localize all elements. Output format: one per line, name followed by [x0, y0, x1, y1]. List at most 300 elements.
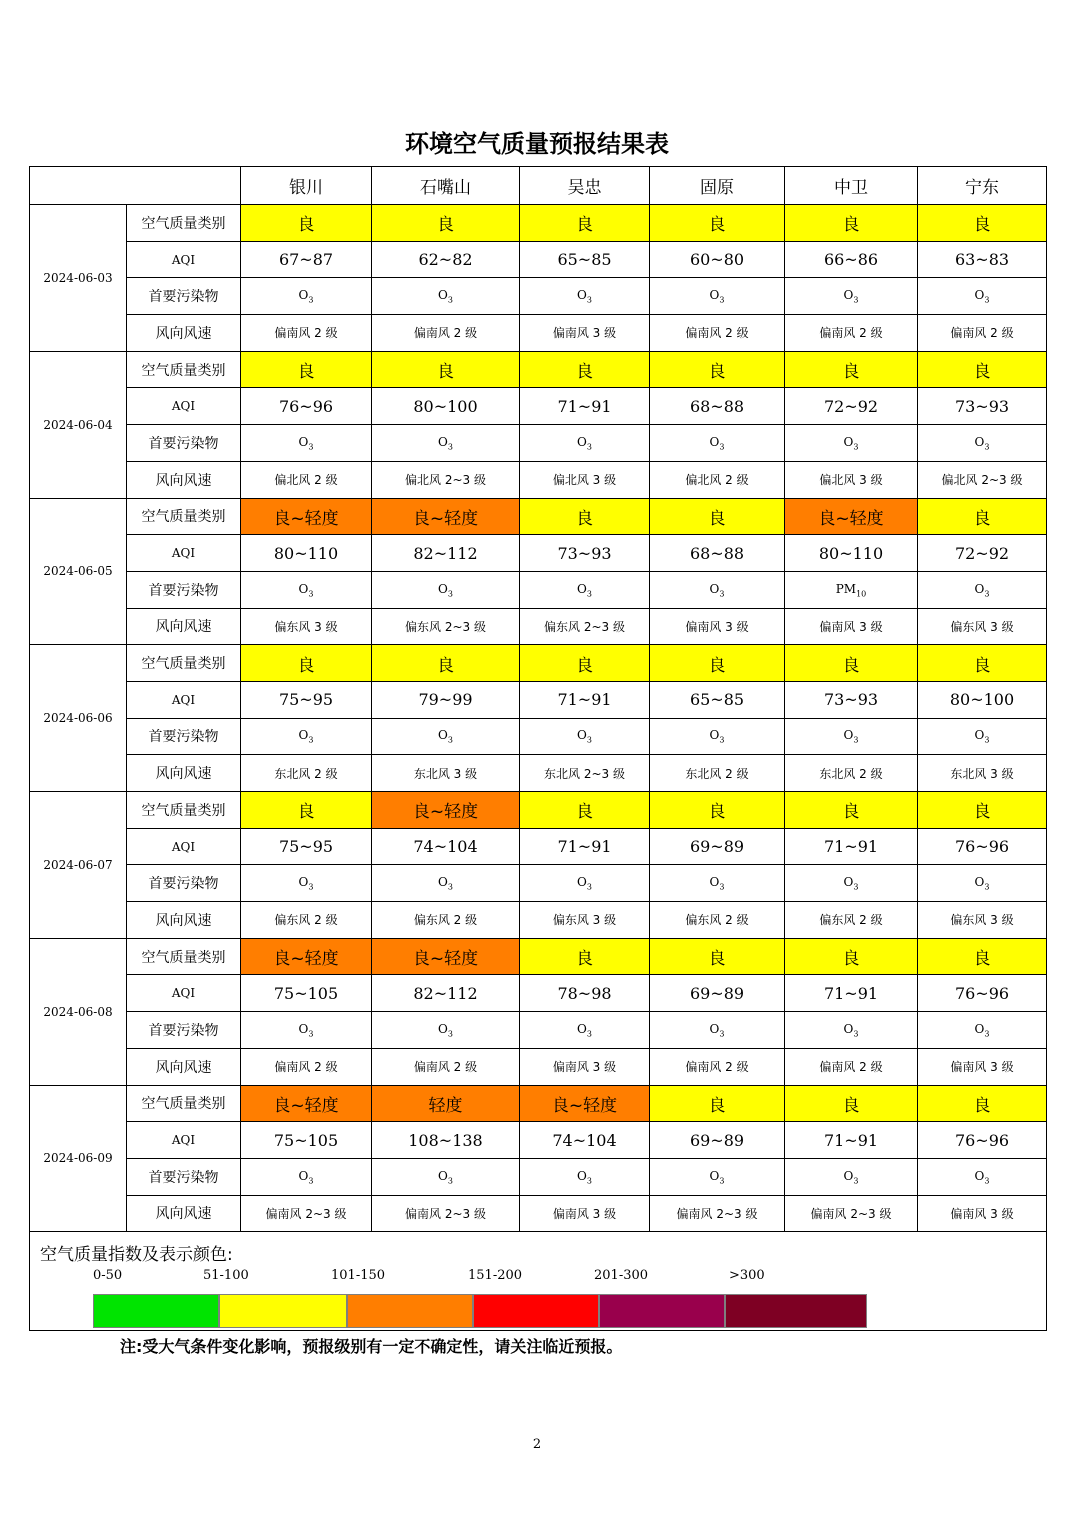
row-label: 空气质量类别	[127, 645, 241, 682]
aqi-cell: 75~95	[241, 681, 372, 718]
row-label: 空气质量类别	[127, 351, 241, 388]
wind-row	[30, 902, 1047, 939]
wind-cell: 偏南风 2 级	[372, 315, 520, 352]
aqi-cell: 62~82	[372, 241, 520, 278]
row-label: 空气质量类别	[127, 205, 241, 242]
category-cell: 良	[918, 498, 1047, 535]
aqi-cell: 67~87	[241, 241, 372, 278]
pollutant-subscript: 3	[853, 1175, 859, 1185]
pollutant-base: O	[438, 288, 448, 303]
pollutant-subscript: 3	[308, 1175, 314, 1185]
wind-cell: 偏南风 3 级	[785, 608, 918, 645]
aqi-cell: 74~104	[372, 828, 520, 865]
category-cell: 良	[785, 792, 918, 829]
category-cell: 良	[520, 645, 650, 682]
pollutant-cell	[372, 1012, 520, 1049]
aqi-cell: 69~89	[650, 975, 785, 1012]
pollutant-cell	[241, 865, 372, 902]
pollutant-subscript: 3	[586, 882, 592, 892]
row-label: 风向风速	[127, 461, 241, 498]
wind-cell: 偏东风 2~3 级	[372, 608, 520, 645]
legend-range: >300	[729, 1268, 765, 1284]
pollutant-cell	[785, 571, 918, 608]
category-row	[30, 498, 1047, 535]
pollutant-base: O	[974, 581, 985, 596]
wind-cell: 偏南风 2~3 级	[650, 1195, 785, 1232]
row-label: 首要污染物	[127, 718, 241, 755]
row-label: 风向风速	[127, 608, 241, 645]
aqi-cell: 66~86	[785, 241, 918, 278]
pollutant-row	[30, 1158, 1047, 1195]
wind-row	[30, 315, 1047, 352]
legend-range: 151-200	[468, 1268, 523, 1284]
pollutant-cell	[520, 571, 650, 608]
wind-cell: 偏东风 2 级	[650, 902, 785, 939]
category-cell: 良	[785, 1085, 918, 1122]
wind-cell: 偏南风 2 级	[650, 1048, 785, 1085]
pollutant-subscript: 3	[586, 1029, 592, 1039]
city-header: 固原	[650, 167, 785, 205]
category-cell: 良	[918, 938, 1047, 975]
legend-swatch	[599, 1294, 725, 1328]
city-header: 吴忠	[520, 167, 650, 205]
pollutant-subscript: 3	[719, 588, 725, 598]
pollutant-subscript: 3	[853, 882, 859, 892]
pollutant-cell	[241, 571, 372, 608]
aqi-row	[30, 681, 1047, 718]
pollutant-row	[30, 571, 1047, 608]
pollutant-base: O	[298, 875, 309, 890]
pollutant-base: O	[438, 1021, 448, 1036]
wind-cell: 偏南风 3 级	[520, 1195, 650, 1232]
pollutant-cell	[918, 1012, 1047, 1049]
row-label: 风向风速	[127, 315, 241, 352]
pollutant-subscript: 3	[853, 295, 859, 305]
aqi-cell: 65~85	[650, 681, 785, 718]
category-cell: 良	[520, 938, 650, 975]
row-label: 空气质量类别	[127, 1085, 241, 1122]
pollutant-subscript: 3	[308, 1029, 314, 1039]
pollutant-cell	[918, 278, 1047, 315]
category-cell: 良	[650, 498, 785, 535]
pollutant-cell	[241, 1012, 372, 1049]
row-label: 首要污染物	[127, 278, 241, 315]
pollutant-row	[30, 278, 1047, 315]
wind-cell: 偏东风 2 级	[241, 902, 372, 939]
pollutant-base: O	[843, 728, 854, 743]
category-row	[30, 792, 1047, 829]
wind-cell: 偏东风 2~3 级	[520, 608, 650, 645]
aqi-cell: 82~112	[372, 975, 520, 1012]
pollutant-cell	[785, 718, 918, 755]
pollutant-cell	[520, 1012, 650, 1049]
page-number: 2	[532, 1437, 542, 1452]
category-cell: 良	[241, 351, 372, 388]
wind-cell: 东北风 2 级	[650, 755, 785, 792]
category-cell: 良	[918, 645, 1047, 682]
aqi-row	[30, 535, 1047, 572]
pollutant-subscript: 3	[586, 735, 592, 745]
pollutant-subscript: 3	[447, 588, 453, 598]
row-label: 空气质量类别	[127, 938, 241, 975]
row-label: 首要污染物	[127, 1158, 241, 1195]
wind-row	[30, 1195, 1047, 1232]
pollutant-subscript: 3	[719, 1029, 725, 1039]
pollutant-subscript: 3	[984, 1175, 990, 1185]
wind-cell: 偏南风 2~3 级	[785, 1195, 918, 1232]
aqi-row	[30, 828, 1047, 865]
aqi-cell: 63~83	[918, 241, 1047, 278]
pollutant-base: PM	[835, 581, 857, 596]
pollutant-base: O	[577, 875, 587, 890]
legend-swatch	[219, 1294, 347, 1328]
pollutant-subscript: 3	[308, 295, 314, 305]
wind-cell: 偏东风 3 级	[241, 608, 372, 645]
wind-cell: 偏南风 2 级	[241, 1048, 372, 1085]
wind-row	[30, 461, 1047, 498]
wind-cell: 东北风 3 级	[918, 755, 1047, 792]
category-cell: 良	[650, 645, 785, 682]
aqi-cell: 73~93	[520, 535, 650, 572]
pollutant-base: O	[298, 728, 309, 743]
aqi-cell: 80~110	[785, 535, 918, 572]
pollutant-base: O	[298, 581, 309, 596]
pollutant-cell	[918, 425, 1047, 462]
pollutant-base: O	[438, 875, 448, 890]
aqi-cell: 71~91	[785, 828, 918, 865]
pollutant-subscript: 3	[719, 882, 725, 892]
category-cell: 良~轻度	[785, 498, 918, 535]
row-label: AQI	[127, 388, 241, 425]
aqi-cell: 71~91	[520, 388, 650, 425]
aqi-cell: 60~80	[650, 241, 785, 278]
pollutant-base: O	[577, 288, 587, 303]
pollutant-subscript: 3	[586, 1175, 592, 1185]
aqi-row	[30, 388, 1047, 425]
category-cell: 良	[650, 938, 785, 975]
pollutant-cell	[650, 278, 785, 315]
aqi-row	[30, 975, 1047, 1012]
city-header: 中卫	[785, 167, 918, 205]
aqi-cell: 72~92	[785, 388, 918, 425]
wind-cell: 偏北风 2 级	[650, 461, 785, 498]
pollutant-base: O	[974, 728, 985, 743]
category-cell: 良	[241, 792, 372, 829]
pollutant-cell	[520, 278, 650, 315]
wind-cell: 东北风 3 级	[372, 755, 520, 792]
wind-cell: 偏北风 3 级	[520, 461, 650, 498]
page-title: 环境空气质量预报结果表	[405, 129, 669, 158]
wind-cell: 偏南风 2 级	[650, 315, 785, 352]
pollutant-cell	[650, 425, 785, 462]
wind-cell: 偏南风 3 级	[520, 1048, 650, 1085]
category-cell: 良	[650, 205, 785, 242]
pollutant-subscript: 3	[719, 1175, 725, 1185]
pollutant-base: O	[709, 1021, 720, 1036]
aqi-cell: 68~88	[650, 535, 785, 572]
date-cell: 2024-06-06	[30, 645, 127, 792]
category-cell: 轻度	[372, 1085, 520, 1122]
pollutant-base: O	[709, 434, 720, 449]
pollutant-subscript: 3	[719, 442, 725, 452]
pollutant-subscript: 3	[308, 735, 314, 745]
wind-cell: 偏南风 3 级	[650, 608, 785, 645]
aqi-cell: 72~92	[918, 535, 1047, 572]
row-label: AQI	[127, 241, 241, 278]
pollutant-base: O	[577, 581, 587, 596]
wind-cell: 偏南风 2~3 级	[241, 1195, 372, 1232]
aqi-cell: 69~89	[650, 1122, 785, 1159]
pollutant-base: O	[709, 1168, 720, 1183]
category-cell: 良	[520, 792, 650, 829]
aqi-cell: 75~95	[241, 828, 372, 865]
wind-cell: 偏东风 3 级	[918, 902, 1047, 939]
category-cell: 良~轻度	[241, 1085, 372, 1122]
pollutant-row	[30, 425, 1047, 462]
date-cell: 2024-06-05	[30, 498, 127, 645]
wind-cell: 偏南风 3 级	[520, 315, 650, 352]
category-cell: 良	[520, 351, 650, 388]
category-cell: 良	[918, 1085, 1047, 1122]
category-cell: 良	[241, 205, 372, 242]
pollutant-base: O	[709, 728, 720, 743]
pollutant-cell	[785, 865, 918, 902]
pollutant-base: O	[298, 288, 309, 303]
row-label: 首要污染物	[127, 425, 241, 462]
pollutant-subscript: 3	[308, 588, 314, 598]
category-cell: 良	[520, 205, 650, 242]
pollutant-base: O	[709, 581, 720, 596]
row-label: 首要污染物	[127, 571, 241, 608]
category-cell: 良~轻度	[241, 498, 372, 535]
pollutant-cell	[372, 278, 520, 315]
wind-cell: 偏南风 2 级	[785, 315, 918, 352]
date-cell: 2024-06-08	[30, 938, 127, 1085]
date-cell: 2024-06-03	[30, 205, 127, 352]
pollutant-subscript: 3	[984, 295, 990, 305]
pollutant-base: O	[577, 1021, 587, 1036]
pollutant-subscript: 3	[586, 588, 592, 598]
pollutant-cell	[372, 1158, 520, 1195]
wind-cell: 偏南风 2 级	[372, 1048, 520, 1085]
row-label: 风向风速	[127, 1195, 241, 1232]
category-cell: 良	[785, 205, 918, 242]
category-cell: 良~轻度	[372, 792, 520, 829]
wind-cell: 偏北风 2~3 级	[918, 461, 1047, 498]
city-header: 银川	[241, 167, 372, 205]
wind-row	[30, 1048, 1047, 1085]
wind-cell: 偏东风 3 级	[918, 608, 1047, 645]
aqi-cell: 79~99	[372, 681, 520, 718]
pollutant-base: O	[298, 1021, 309, 1036]
aqi-cell: 73~93	[785, 681, 918, 718]
wind-cell: 偏北风 2~3 级	[372, 461, 520, 498]
pollutant-cell	[520, 1158, 650, 1195]
category-cell: 良	[785, 645, 918, 682]
category-cell: 良	[918, 351, 1047, 388]
pollutant-cell	[241, 1158, 372, 1195]
category-row	[30, 205, 1047, 242]
pollutant-subscript: 3	[447, 882, 453, 892]
legend-cell	[30, 1232, 1047, 1331]
date-cell: 2024-06-07	[30, 792, 127, 939]
pollutant-cell	[785, 1012, 918, 1049]
pollutant-base: O	[843, 288, 854, 303]
category-row	[30, 1085, 1047, 1122]
pollutant-subscript: 3	[984, 735, 990, 745]
legend-swatch	[725, 1294, 867, 1328]
category-cell: 良	[650, 1085, 785, 1122]
pollutant-subscript: 3	[447, 1029, 453, 1039]
pollutant-subscript: 3	[719, 295, 725, 305]
row-label: AQI	[127, 535, 241, 572]
pollutant-subscript: 3	[447, 295, 453, 305]
wind-cell: 偏东风 2 级	[372, 902, 520, 939]
pollutant-base: O	[577, 1168, 587, 1183]
row-label: 空气质量类别	[127, 792, 241, 829]
pollutant-cell	[520, 425, 650, 462]
city-header: 宁东	[918, 167, 1047, 205]
pollutant-cell	[520, 718, 650, 755]
aqi-cell: 108~138	[372, 1122, 520, 1159]
pollutant-cell	[241, 425, 372, 462]
pollutant-subscript: 3	[984, 442, 990, 452]
pollutant-base: O	[438, 1168, 448, 1183]
forecast-table	[29, 166, 1047, 1331]
aqi-cell: 76~96	[918, 975, 1047, 1012]
date-cell: 2024-06-04	[30, 351, 127, 498]
pollutant-cell	[650, 718, 785, 755]
wind-cell: 偏南风 2~3 级	[372, 1195, 520, 1232]
category-cell: 良~轻度	[372, 498, 520, 535]
pollutant-cell	[241, 278, 372, 315]
wind-cell: 偏北风 3 级	[785, 461, 918, 498]
pollutant-cell	[372, 718, 520, 755]
category-cell: 良	[650, 792, 785, 829]
legend-range: 101-150	[331, 1268, 386, 1284]
wind-cell: 偏南风 2 级	[785, 1048, 918, 1085]
pollutant-subscript: 3	[853, 735, 859, 745]
pollutant-cell	[918, 865, 1047, 902]
category-cell: 良	[650, 351, 785, 388]
aqi-cell: 71~91	[785, 1122, 918, 1159]
category-cell: 良	[372, 645, 520, 682]
pollutant-cell	[785, 278, 918, 315]
aqi-cell: 65~85	[520, 241, 650, 278]
wind-cell: 偏北风 2 级	[241, 461, 372, 498]
pollutant-row	[30, 1012, 1047, 1049]
aqi-cell: 80~100	[372, 388, 520, 425]
pollutant-subscript: 3	[586, 442, 592, 452]
aqi-row	[30, 1122, 1047, 1159]
pollutant-base: O	[298, 1168, 309, 1183]
pollutant-base: O	[974, 1021, 985, 1036]
aqi-cell: 76~96	[918, 1122, 1047, 1159]
pollutant-subscript: 3	[447, 735, 453, 745]
header-row	[30, 167, 1047, 205]
pollutant-base: O	[577, 728, 587, 743]
category-row	[30, 645, 1047, 682]
pollutant-subscript: 3	[984, 1029, 990, 1039]
pollutant-base: O	[974, 1168, 985, 1183]
aqi-cell: 74~104	[520, 1122, 650, 1159]
pollutant-base: O	[974, 288, 985, 303]
aqi-cell: 75~105	[241, 975, 372, 1012]
legend-range: 51-100	[203, 1268, 249, 1284]
pollutant-subscript: 3	[853, 1029, 859, 1039]
pollutant-subscript: 10	[856, 588, 867, 598]
row-label: AQI	[127, 1122, 241, 1159]
row-label: 风向风速	[127, 902, 241, 939]
legend-title: 空气质量指数及表示颜色:	[40, 1245, 233, 1266]
category-cell: 良	[918, 792, 1047, 829]
pollutant-base: O	[577, 434, 587, 449]
aqi-cell: 75~105	[241, 1122, 372, 1159]
row-label: 首要污染物	[127, 865, 241, 902]
pollutant-base: O	[709, 288, 720, 303]
row-label: AQI	[127, 828, 241, 865]
category-row	[30, 938, 1047, 975]
pollutant-cell	[650, 865, 785, 902]
aqi-cell: 76~96	[241, 388, 372, 425]
legend-swatch	[347, 1294, 473, 1328]
aqi-cell: 68~88	[650, 388, 785, 425]
pollutant-subscript: 3	[853, 442, 859, 452]
wind-cell: 偏南风 2 级	[918, 315, 1047, 352]
category-cell: 良	[372, 205, 520, 242]
pollutant-subscript: 3	[719, 735, 725, 745]
pollutant-cell	[918, 1158, 1047, 1195]
pollutant-subscript: 3	[984, 588, 990, 598]
category-cell: 良~轻度	[241, 938, 372, 975]
row-label: 首要污染物	[127, 1012, 241, 1049]
pollutant-subscript: 3	[447, 442, 453, 452]
aqi-cell: 80~100	[918, 681, 1047, 718]
pollutant-row	[30, 718, 1047, 755]
pollutant-cell	[785, 425, 918, 462]
pollutant-cell	[372, 571, 520, 608]
pollutant-row	[30, 865, 1047, 902]
pollutant-cell	[650, 1158, 785, 1195]
pollutant-cell	[918, 718, 1047, 755]
legend-range: 0-50	[93, 1268, 123, 1284]
wind-cell: 东北风 2 级	[785, 755, 918, 792]
legend-swatch	[473, 1294, 599, 1328]
aqi-row	[30, 241, 1047, 278]
pollutant-base: O	[843, 434, 854, 449]
pollutant-base: O	[709, 875, 720, 890]
legend-row	[30, 1232, 1047, 1331]
category-cell: 良	[785, 938, 918, 975]
pollutant-cell	[785, 1158, 918, 1195]
pollutant-cell	[650, 571, 785, 608]
city-header: 石嘴山	[372, 167, 520, 205]
category-cell: 良~轻度	[372, 938, 520, 975]
pollutant-subscript: 3	[308, 882, 314, 892]
pollutant-subscript: 3	[586, 295, 592, 305]
legend-range: 201-300	[594, 1268, 649, 1284]
category-cell: 良~轻度	[520, 1085, 650, 1122]
aqi-cell: 76~96	[918, 828, 1047, 865]
pollutant-subscript: 3	[308, 442, 314, 452]
pollutant-base: O	[843, 1021, 854, 1036]
row-label: 空气质量类别	[127, 498, 241, 535]
row-label: 风向风速	[127, 755, 241, 792]
pollutant-base: O	[974, 434, 985, 449]
pollutant-cell	[241, 718, 372, 755]
aqi-cell: 71~91	[520, 681, 650, 718]
aqi-cell: 71~91	[520, 828, 650, 865]
